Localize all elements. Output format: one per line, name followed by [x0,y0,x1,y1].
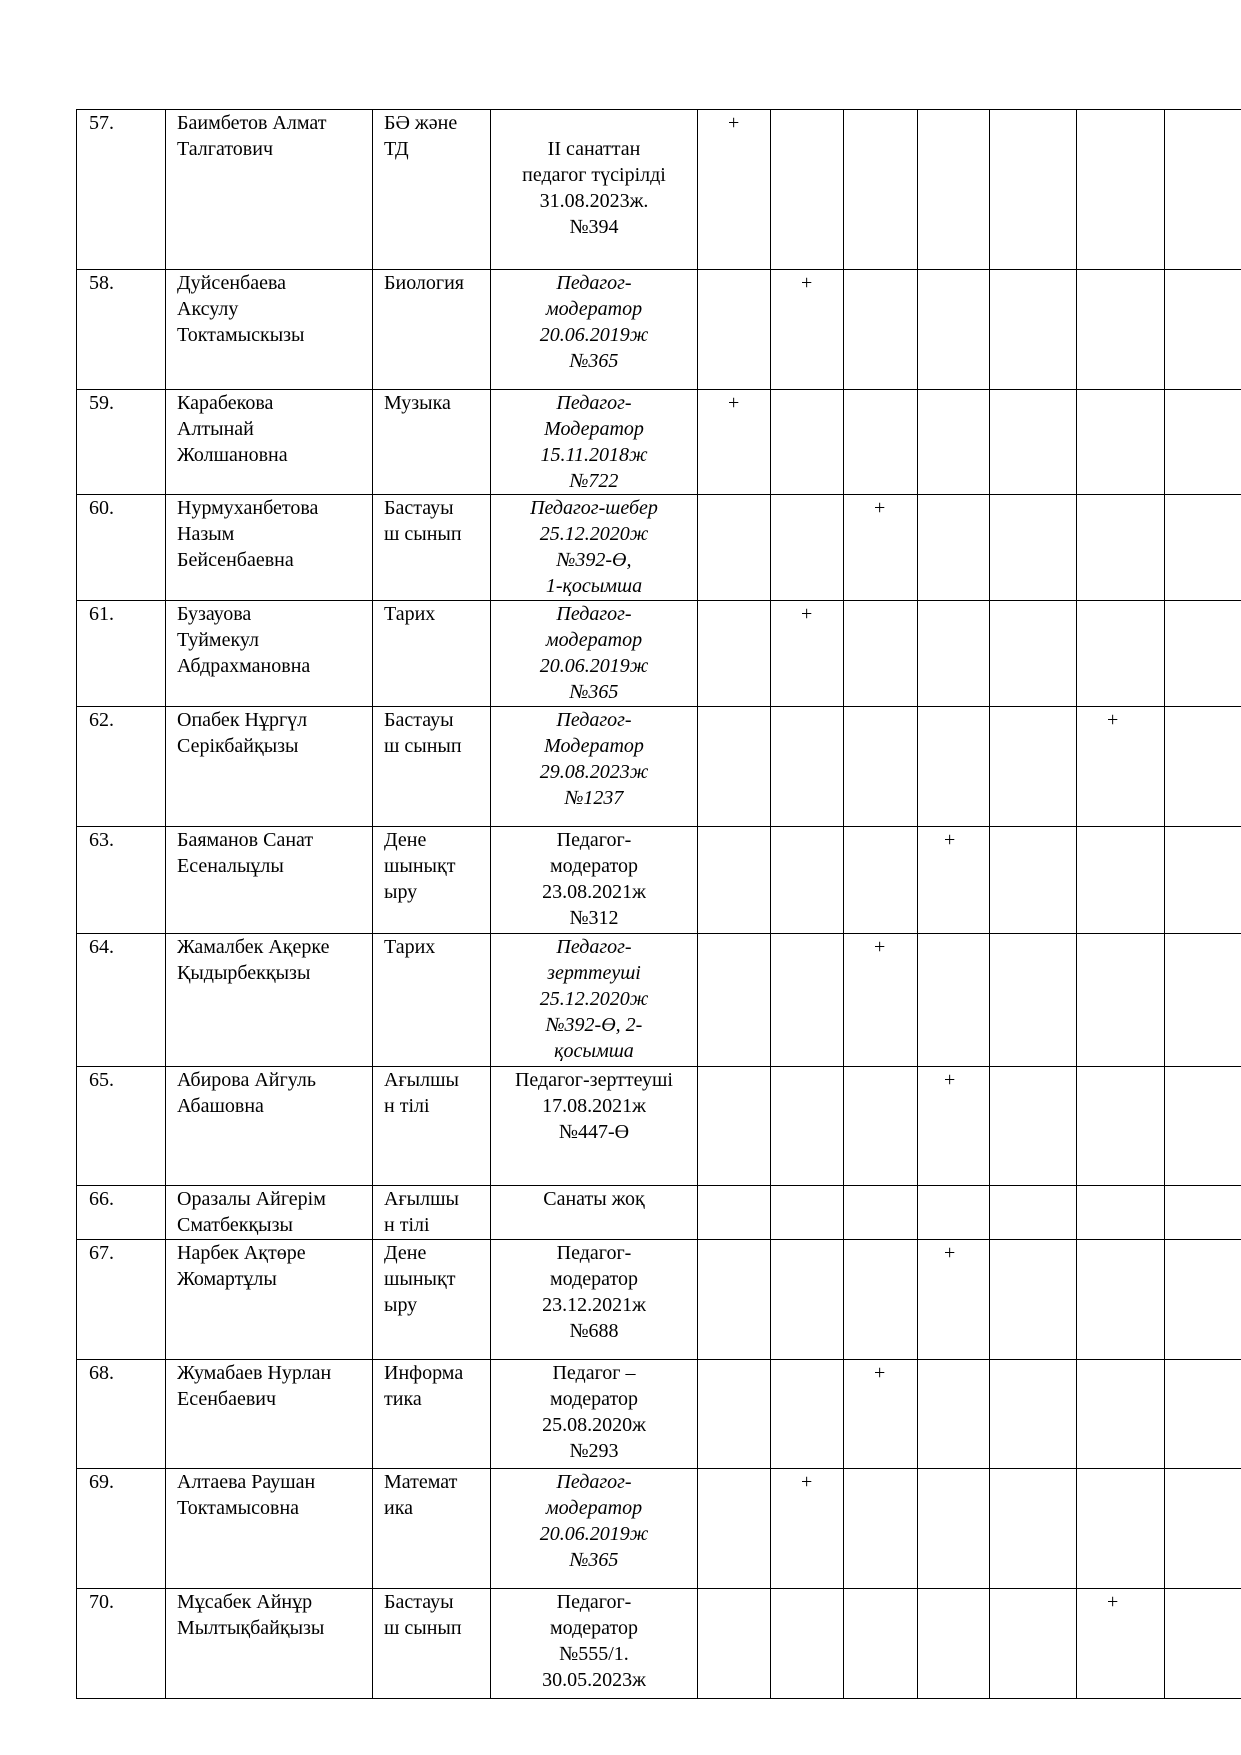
mark: + [944,1242,956,1264]
mark-cell [771,707,844,827]
table-row [77,495,1241,601]
teacher-name: Нарбек Ақтөре Жомартұлы [177,1242,306,1290]
teacher-name: Алтаева Раушан Токтамысовна [177,1471,316,1519]
mark: + [874,1362,886,1384]
mark-cell [844,1469,918,1589]
mark-cell [918,1067,990,1186]
mark-cell [918,495,990,601]
mark-cell [918,1469,990,1589]
mark-cell [844,1589,918,1699]
mark-cell [771,495,844,601]
category-cell [491,1186,698,1240]
mark: + [801,272,813,294]
mark: + [801,603,813,625]
mark-cell [990,495,1077,601]
mark: + [728,112,740,134]
mark-cell [1077,270,1165,390]
category-cell [491,110,698,270]
mark-cell [698,270,771,390]
teacher-name-cell [166,1186,373,1240]
mark-cell [844,270,918,390]
mark-cell [1165,1360,1241,1469]
mark-cell [1165,707,1241,827]
teacher-name-cell [166,1240,373,1360]
mark-cell [844,601,918,707]
category-cell [491,1589,698,1699]
mark-cell [1077,1067,1165,1186]
mark-cell [844,1360,918,1469]
category: Педагог-шебер 25.12.2020ж №392-Ө, 1-қосымша [530,497,658,597]
category-cell [491,1067,698,1186]
row-number: 58. [89,272,114,294]
mark-cell [1165,495,1241,601]
row-number: 59. [89,392,114,414]
table-row [77,1469,1241,1589]
row-number: 67. [89,1242,114,1264]
category: Педагог- Модератор 15.11.2018ж №722 [540,392,648,492]
mark-cell [698,827,771,934]
mark: + [801,1471,813,1493]
category-cell [491,270,698,390]
table-row [77,1360,1241,1469]
mark-cell [698,1186,771,1240]
row-number-cell [77,1360,166,1469]
row-number: 63. [89,829,114,851]
row-number-cell [77,827,166,934]
mark-cell [771,1469,844,1589]
mark-cell [1165,1240,1241,1360]
subject-cell [373,110,491,270]
table-row [77,270,1241,390]
row-number: 61. [89,603,114,625]
teachers-table [76,109,1241,1699]
mark-cell [990,1360,1077,1469]
row-number: 70. [89,1591,114,1613]
mark-cell [771,827,844,934]
mark: + [944,829,956,851]
mark-cell [1165,827,1241,934]
mark-cell [1165,110,1241,270]
subject-cell [373,1360,491,1469]
mark-cell [771,1186,844,1240]
mark-cell [844,1067,918,1186]
row-number: 60. [89,497,114,519]
mark-cell [1165,270,1241,390]
mark-cell [771,1589,844,1699]
mark-cell [1077,1186,1165,1240]
mark-cell [990,1240,1077,1360]
mark-cell [918,1360,990,1469]
category: Санаты жоқ [543,1188,645,1210]
mark: + [874,936,886,958]
mark-cell [990,827,1077,934]
row-number-cell [77,1067,166,1186]
mark-cell [771,270,844,390]
table-row [77,1240,1241,1360]
row-number-cell [77,495,166,601]
subject-cell [373,495,491,601]
category: Педагог- модератор 20.06.2019ж №365 [539,1471,649,1571]
category-cell [491,601,698,707]
subject-cell [373,827,491,934]
teacher-name: Опабек Нұргүл Серікбайқызы [177,709,308,757]
mark-cell [698,110,771,270]
subject: Тарих [384,936,436,958]
subject-cell [373,1589,491,1699]
mark-cell [918,390,990,495]
row-number: 64. [89,936,114,958]
row-number: 66. [89,1188,114,1210]
subject: Бастауы ш сынып [384,497,462,545]
teacher-name-cell [166,601,373,707]
mark-cell [990,601,1077,707]
row-number-cell [77,934,166,1067]
category: Педагог- модератор 20.06.2019ж №365 [539,272,649,372]
row-number: 62. [89,709,114,731]
row-number-cell [77,390,166,495]
mark-cell [844,1240,918,1360]
mark-cell [844,495,918,601]
mark-cell [1077,601,1165,707]
subject-cell [373,390,491,495]
category-cell [491,1240,698,1360]
mark-cell [844,707,918,827]
subject-cell [373,1186,491,1240]
mark-cell [1165,601,1241,707]
table-row [77,934,1241,1067]
mark-cell [1077,1469,1165,1589]
mark-cell [1077,1240,1165,1360]
table-row [77,1186,1241,1240]
row-number: 69. [89,1471,114,1493]
mark-cell [1165,1186,1241,1240]
subject: Биология [384,272,465,294]
category: Педагог- модератор 23.12.2021ж №688 [542,1242,646,1342]
mark-cell [990,934,1077,1067]
mark-cell [918,601,990,707]
mark-cell [844,390,918,495]
category: II санаттан педагог түсірілді 31.08.2023ж. №394 [522,138,666,238]
teacher-name: Бузауова Туймекул Абдрахмановна [177,603,311,677]
mark-cell [1077,827,1165,934]
mark-cell [844,934,918,1067]
mark-cell [990,390,1077,495]
mark-cell [771,390,844,495]
subject: Ағылшы н тілі [384,1188,459,1236]
category-cell [491,1469,698,1589]
mark: + [1107,1591,1119,1613]
subject: Дене шынықт ыру [384,1242,456,1316]
mark-cell [918,827,990,934]
mark-cell [990,1067,1077,1186]
subject: Музыка [384,392,451,414]
mark-cell [771,1360,844,1469]
mark-cell [698,934,771,1067]
mark-cell [1077,495,1165,601]
mark-cell [771,601,844,707]
category: Педагог- модератор 23.08.2021ж №312 [542,829,646,929]
mark-cell [1077,707,1165,827]
mark-cell [771,1067,844,1186]
mark-cell [1165,1067,1241,1186]
teacher-name: Оразалы Айгерім Сматбекқызы [177,1188,326,1236]
category-cell [491,827,698,934]
category-cell [491,934,698,1067]
table-row [77,390,1241,495]
mark-cell [698,1469,771,1589]
subject-cell [373,1469,491,1589]
mark-cell [918,1589,990,1699]
teacher-name-cell [166,707,373,827]
mark-cell [698,1240,771,1360]
mark-cell [1165,934,1241,1067]
subject-cell [373,707,491,827]
row-number-cell [77,110,166,270]
table-body [77,110,1241,1699]
teacher-name: Карабекова Алтынай Жолшановна [177,392,288,466]
mark-cell [990,707,1077,827]
table-row [77,601,1241,707]
mark-cell [918,934,990,1067]
mark-cell [1077,390,1165,495]
category: Педагог-зерттеуші 17.08.2021ж №447-Ө [514,1069,673,1143]
subject-cell [373,1240,491,1360]
row-number-cell [77,1240,166,1360]
mark-cell [918,707,990,827]
mark-cell [698,495,771,601]
table-row [77,1589,1241,1699]
row-number: 57. [89,112,114,134]
mark-cell [1077,1360,1165,1469]
teacher-name-cell [166,1360,373,1469]
mark-cell [771,110,844,270]
teacher-name-cell [166,390,373,495]
teacher-name: Баяманов Санат Есеналыұлы [177,829,314,877]
subject: БӘ және ТД [384,112,458,160]
mark-cell [698,1067,771,1186]
row-number: 65. [89,1069,114,1091]
teacher-name: Баимбетов Алмат Талгатович [177,112,327,160]
mark-cell [990,270,1077,390]
row-number-cell [77,1186,166,1240]
teacher-name: Мұсабек Айнұр Мылтықбайқызы [177,1591,325,1639]
mark: + [944,1069,956,1091]
mark-cell [990,1589,1077,1699]
mark-cell [918,270,990,390]
category-cell [491,707,698,827]
mark-cell [1165,390,1241,495]
mark: + [1107,709,1119,731]
mark: + [728,392,740,414]
category-cell [491,390,698,495]
mark-cell [918,1186,990,1240]
category: Педагог- модератор №555/1. 30.05.2023ж [542,1591,646,1691]
mark-cell [698,601,771,707]
mark-cell [844,110,918,270]
subject: Тарих [384,603,436,625]
subject: Бастауы ш сынып [384,1591,462,1639]
mark-cell [1077,1589,1165,1699]
mark-cell [698,390,771,495]
subject-cell [373,934,491,1067]
category-cell [491,1360,698,1469]
teacher-name-cell [166,1589,373,1699]
mark: + [874,497,886,519]
mark-cell [771,934,844,1067]
mark-cell [1077,934,1165,1067]
subject: Математ ика [384,1471,458,1519]
teacher-name: Абирова Айгуль Абашовна [177,1069,316,1117]
teacher-name-cell [166,1067,373,1186]
row-number-cell [77,270,166,390]
category-cell [491,495,698,601]
teacher-name: Жумабаев Нурлан Есенбаевич [177,1362,332,1410]
subject: Информа тика [384,1362,464,1410]
mark-cell [771,1240,844,1360]
teacher-name-cell [166,110,373,270]
subject-cell [373,1067,491,1186]
mark-cell [990,110,1077,270]
subject-cell [373,601,491,707]
row-number: 68. [89,1362,114,1384]
mark-cell [990,1469,1077,1589]
category: Педагог- модератор 20.06.2019ж №365 [539,603,649,703]
mark-cell [918,1240,990,1360]
mark-cell [844,827,918,934]
mark-cell [1165,1469,1241,1589]
row-number-cell [77,1589,166,1699]
row-number-cell [77,601,166,707]
teacher-name: Дуйсенбаева Аксулу Токтамыскызы [177,272,305,346]
teacher-name-cell [166,934,373,1067]
subject: Бастауы ш сынып [384,709,462,757]
teacher-name: Жамалбек Ақерке Қыдырбекқызы [177,936,330,984]
teacher-name-cell [166,827,373,934]
row-number-cell [77,1469,166,1589]
category: Педагог – модератор 25.08.2020ж №293 [542,1362,646,1462]
teacher-name-cell [166,1469,373,1589]
mark-cell [698,1589,771,1699]
table-row [77,707,1241,827]
subject-cell [373,270,491,390]
row-number-cell [77,707,166,827]
subject: Дене шынықт ыру [384,829,456,903]
mark-cell [698,707,771,827]
mark-cell [844,1186,918,1240]
mark-cell [1165,1589,1241,1699]
teacher-name: Нурмуханбетова Назым Бейсенбаевна [177,497,319,571]
teacher-name-cell [166,495,373,601]
mark-cell [698,1360,771,1469]
teacher-name-cell [166,270,373,390]
table-row [77,1067,1241,1186]
category: Педагог- зерттеуші 25.12.2020ж №392-Ө, 2- қосымша [539,936,649,1062]
mark-cell [918,110,990,270]
table-row [77,110,1241,270]
table-row [77,827,1241,934]
mark-cell [1077,110,1165,270]
category: Педагог- Модератор 29.08.2023ж №1237 [539,709,649,809]
subject: Ағылшы н тілі [384,1069,459,1117]
mark-cell [990,1186,1077,1240]
